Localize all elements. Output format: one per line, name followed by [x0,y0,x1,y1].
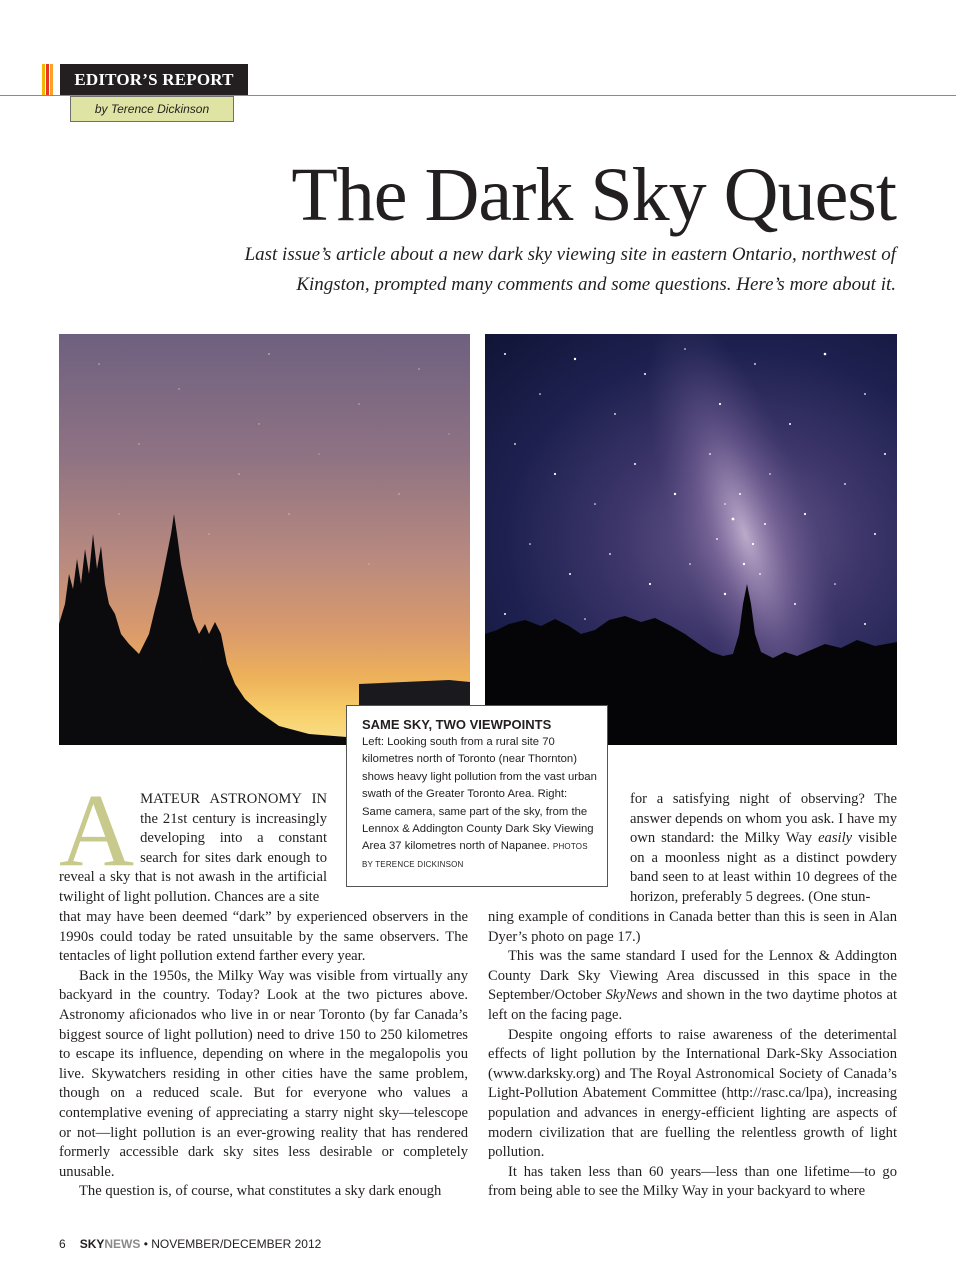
body-paragraph-4-text-b: visible on a moonless night as a distinct powdery band seen to at least within 10 degrees of the horizon, preferably 5 degrees. (One stun- [630,830,897,905]
drop-cap: A [59,773,135,888]
photo-dark-sky-milky-way [485,334,897,745]
page-number: 6 [59,1237,66,1251]
caption-body [362,734,597,873]
body-paragraph-1-intro: MATEUR ASTRONOMY IN the 21st century is increasingly developing into a constant search for sites dark enough to reveal a sky that is not awash in the artificial twilight of light pollution. Chances are a site [59,791,327,905]
body-column-right [488,908,897,1202]
milky-way-image [485,334,897,745]
emphasis-easily: easily [818,830,853,847]
section-label: EDITOR’S REPORT [60,64,248,95]
body-paragraph-4 [630,790,897,908]
body-paragraph-2: Back in the 1950s, the Milky Way was visible from virtually any backyard in the country. Today? Look at the two pictures above. Astronomy aficionados who live in or near Toronto (by far Canada’s biggest source of light pollution) need to drive 150 to 250 kilometres to escape its influence, depending on where in the megalopolis you live. Skywatchers residing in other cities have the same problem, though on a reduced scale. But for everyone who values a contemplative evening of appreciating a starry night sky—telescope or not—light pollution is an ever-growing reality that has rendered formerly accessible dark sky sites less desirable or completely unusable. [59,967,468,1180]
body-paragraph-5-text-b: and shown in the two daytime photos at left on the facing page. [488,987,897,1023]
page-footer [59,1237,321,1251]
body-column-right-top [630,790,897,908]
footer-separator: • [143,1237,148,1251]
article-deck: Last issue’s article about a new dark sky viewing site in eastern Ontario, northwest of Kingston, prompted many comments and some questions. Here’s more about it. [244,244,896,295]
issue-date: NOVEMBER/DECEMBER 2012 [151,1237,322,1251]
photo-credit: PHOTOS BY TERENCE DICKINSON [362,842,588,869]
body-column-left-top [59,773,327,908]
caption-heading: SAME SKY, TWO VIEWPOINTS [362,717,552,732]
body-paragraph-5-text-a: This was the same standard I used for the Lennox & Addington County Dark Sky Viewing Area discussed in this space in the September/October [488,948,897,1004]
photo-caption [346,705,608,887]
brand-sky: SKY [79,1237,105,1251]
article-title: The Dark Sky Quest [291,153,896,237]
section-accent-stripes [42,64,56,95]
body-paragraph-4-text-a: for a satisfying night of observing? The answer depends on whom you ask. I have my own standard: the Milky Way [630,791,897,847]
caption-text: Left: Looking south from a rural site 70 kilometres north of Toronto (near Thornton) shows heavy light pollution from the vast urban swath of the Greater Toronto Area. Right: Same camera, same part of the sky, from the Lennox & Addington County Dark Sky Viewing Area 37 kilometres north of Napanee. [362,736,597,853]
byline: by Terence Dickinson [70,96,234,122]
light-polluted-sky-image [59,334,470,745]
body-column-left [59,908,468,1202]
body-paragraph-3: The question is, of course, what constitutes a sky dark enough [79,1183,442,1200]
photo-light-polluted-sky [59,334,470,745]
magazine-name-italic: SkyNews [605,987,658,1004]
body-paragraph-6: Despite ongoing efforts to raise awareness of the deterimental effects of light pollution by the International Dark-Sky Association (www.darksky.org) and The Royal Astronomical Society of Canada’s Light-Pollution Abatement Committee (http://rasc.ca/lpa), increasing population and advances in energy-efficient lighting are aspects of modern civilization that are fuelling the relentless growth of light pollution. [488,1026,897,1161]
brand-news: NEWS [104,1237,141,1251]
body-paragraph-1-continued: that may have been deemed “dark” by experienced observers in the 1990s could today be rated unsuitable by the same observers. The tentacles of light pollution extend farther every year. [59,909,468,965]
body-paragraph-7: It has taken less than 60 years—less than one lifetime—to go from being able to see the Milky Way in your backyard to where [488,1163,897,1200]
body-paragraph-5 [488,947,897,1025]
body-paragraph-4-continued: ning example of conditions in Canada better than this is seen in Alan Dyer’s photo on page 17.) [488,909,897,945]
